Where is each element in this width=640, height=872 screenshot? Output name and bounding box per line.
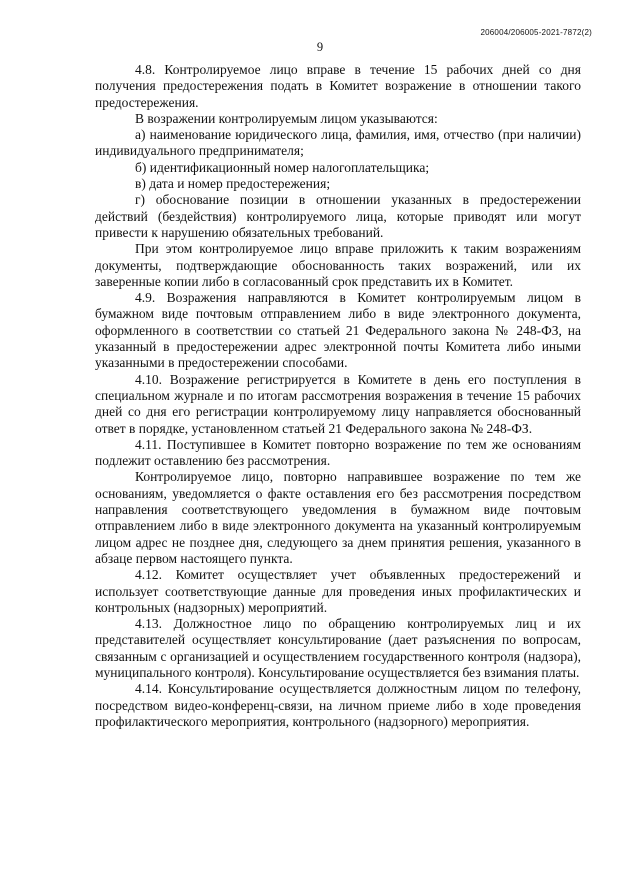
paragraph-4-8: 4.8. Контролируемое лицо вправе в течение 15 рабочих дней со дня получения предостережения подать в Комитет возражение в отношении такого предостережения.: [95, 62, 581, 110]
paragraph-4-9: 4.9. Возражения направляются в Комитет контролируемым лицом в бумажном виде почтовым отправлением либо в виде электронного документа, оформленного в соответствии со статьей 21 Федерального закона № 248-ФЗ, на указанный в предостережении адрес электронной почты Комитета либо иными указанными в предостережении способами.: [95, 290, 581, 371]
document-code: 206004/206005-2021-7872(2): [480, 28, 592, 37]
paragraph-4-14: 4.14. Консультирование осуществляется должностным лицом по телефону, посредством видео-конференц-связи, на личном приеме либо в ходе проведения профилактического мероприятия, контрольного (надзорного) мероприятия.: [95, 681, 581, 729]
repeat-objection-paragraph: Контролируемое лицо, повторно направившее возражение по тем же основаниям, уведомляется о факте оставления его без рассмотрения посредством направления соответствующего уведомления в бумажном виде почтовым отправлением либо в виде электронного документа на указанный контролируемым лицом адрес не позднее дня, следующего за днем принятия решения, указанного в абзаце первом настоящего пункта.: [95, 469, 581, 566]
paragraph-4-10: 4.10. Возражение регистрируется в Комитете в день его поступления в специальном журнале и по итогам рассмотрения возражения в течение 15 рабочих дней со дня его регистрации контролируемому лицу направляется обоснованный ответ в порядке, установленном статьей 21 Федерального закона № 248-ФЗ.: [95, 371, 581, 436]
list-item-a: а) наименование юридического лица, фамилия, имя, отчество (при наличии) индивидуального предпринимателя;: [95, 127, 581, 159]
objection-contents-intro: В возражении контролируемым лицом указываются:: [135, 110, 438, 126]
attachments-paragraph: При этом контролируемое лицо вправе приложить к таким возражениям документы, подтверждающие обоснованность таких возражений, или их заверенные копии либо в согласованный срок представить их в Комитет.: [95, 241, 581, 289]
paragraph-4-12: 4.12. Комитет осуществляет учет объявленных предостережений и использует соответствующие данные для проведения иных профилактических и контрольных (надзорных) мероприятий.: [95, 567, 581, 615]
list-item-v: в) дата и номер предостережения;: [135, 176, 331, 192]
list-item-g: г) обоснование позиции в отношении указанных в предостережении действий (бездействия) контролируемого лица, которые приводят или могут привести к нарушению обязательных требований.: [95, 192, 581, 240]
paragraph-4-13: 4.13. Должностное лицо по обращению контролируемых лиц и их представителей осуществляет консультирование (дает разъяснения по вопросам, связанным с организацией и осуществлением государственного контроля (надзора), муниципального контроля). Консультирование осуществляется без взимания платы.: [95, 616, 581, 680]
paragraph-4-11: 4.11. Поступившее в Комитет повторно возражение по тем же основаниям подлежит оставлению без рассмотрения.: [95, 436, 581, 469]
page-number: 9: [316, 40, 324, 54]
document-body: [95, 62, 581, 730]
list-item-b: б) идентификационный номер налогоплательщика;: [135, 159, 430, 175]
